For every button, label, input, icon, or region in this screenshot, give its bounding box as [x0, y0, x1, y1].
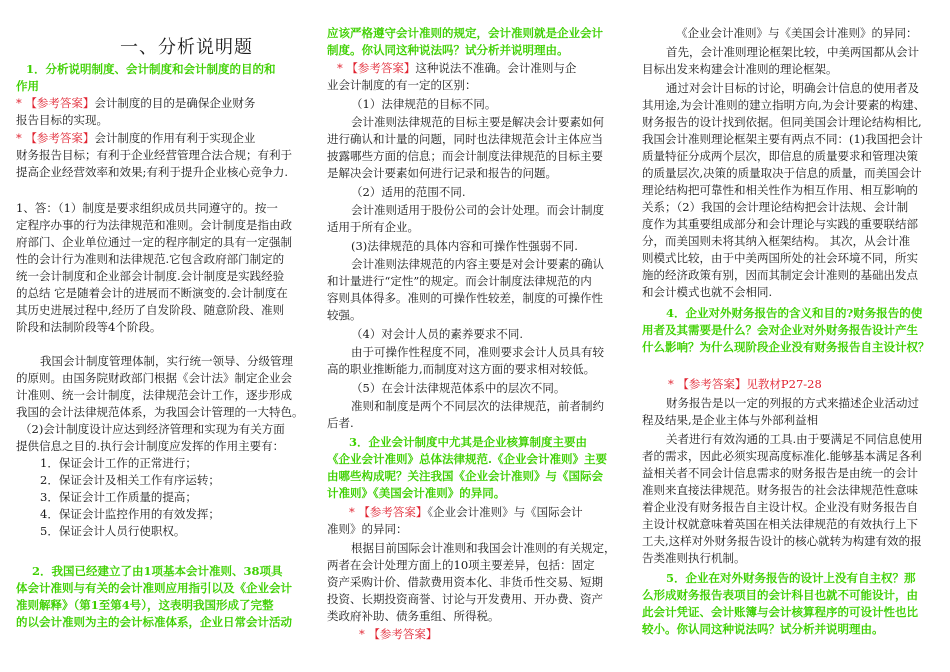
text-line — [642, 448, 938, 465]
line-text: 这种说法不准确。会计准则与企 — [415, 61, 577, 75]
text-line — [642, 97, 938, 114]
line-text: 准则和制度是两个不同层次的法律规范，前者制约 — [351, 399, 604, 413]
text-line — [642, 431, 938, 448]
line-text: 提供信息之目的.执行会计制度应发挥的作用主要有： — [16, 439, 285, 453]
reference-answer-label: 【参考答案】 — [368, 627, 438, 641]
line-text: 会计准则法律规范的目标主要是解决会计要素如何 — [351, 115, 604, 129]
text-line — [327, 96, 623, 113]
line-text: 1．分析说明制度、会计制度和会计制度的目的和 — [26, 62, 276, 76]
text-line — [16, 421, 306, 438]
line-text: 高的职业推断能力,而制度对这方面的要求相对较低。 — [327, 362, 596, 376]
text-line — [642, 322, 938, 339]
line-text: 根据目前国际会计准则和我国会计准则的有关规定， — [351, 541, 616, 555]
line-text: （1）法律规范的目标不同。 — [351, 97, 497, 111]
line-text: 准则来直接法律规范。财务报告的社会法律规范性意味 — [642, 483, 918, 497]
text-line — [16, 563, 306, 580]
line-text: 的质量层次,决策的质量取决于信息的质量，而美国会计 — [642, 166, 922, 180]
text-line — [16, 370, 306, 387]
line-text: 5．保证会计人员行使职权。 — [40, 524, 186, 538]
line-text: 1、答：（1）制度是要求组织成员共同遵守的。按一 — [16, 201, 278, 215]
text-line — [327, 591, 623, 608]
line-text: 会计准则适用于股份公司的会计处理。而会计制度 — [351, 203, 604, 217]
line-text: 类政府补助、债务重组、所得税。 — [327, 609, 500, 623]
text-line — [642, 148, 938, 165]
text-line — [642, 376, 938, 393]
text-line — [327, 148, 623, 165]
text-line — [16, 200, 306, 217]
text-line — [16, 147, 306, 164]
text-line — [327, 468, 623, 485]
text-line — [642, 570, 938, 587]
text-line — [327, 504, 623, 521]
line-text: 和计量进行“定性”的规定。而会计制度法律规范的内 — [327, 274, 592, 288]
line-text: 通过对会计目标的讨论，明确会计信息的使用者及 — [666, 81, 919, 95]
line-text: 度作为其重要组成部分和会计理论与实践的重要联结部 — [642, 217, 918, 231]
line-text: 此会计凭证、会计账簿与会计核算程序的可设计性也比 — [642, 605, 918, 619]
answer-star-icon: * — [349, 505, 359, 519]
line-text: 《企业会计准则》与《国际会计 — [427, 505, 583, 519]
line-text: 会计制度的作用有利于实现企业 — [94, 131, 256, 145]
answer-star-icon: * — [668, 377, 678, 391]
answer-star-icon: * — [16, 131, 26, 145]
line-text: 定程序办事的行为法律规范和准则。会计制度是指由政 — [16, 218, 292, 232]
line-text: 财务报告的设计找到依据。但同美国会计理论结构相比, — [642, 115, 922, 129]
text-line — [327, 344, 623, 361]
text-line — [16, 130, 306, 147]
line-text: 4．保证会计监控作用的有效发挥； — [40, 507, 220, 521]
line-text: 由哪些构成呢？关注我国《企业会计准则》与《国际会 — [327, 469, 603, 483]
text-line — [327, 398, 623, 415]
text-line — [327, 290, 623, 307]
line-text: 报告目标的实现。 — [16, 113, 108, 127]
text-line — [642, 284, 938, 301]
text-line — [16, 614, 306, 631]
line-text: 计准则》《美国会计准则》的异同。 — [327, 486, 506, 500]
line-text: 目标出发来构建会计准则的理论框架。 — [642, 62, 838, 76]
line-text: 提高企业经营效率和效果;有利于提升企业核心竞争力. — [16, 165, 289, 179]
line-text: 府部门、企业单位通过一定的程序制定的具有一定强制 — [16, 235, 292, 249]
text-line — [327, 77, 623, 94]
text-line — [16, 251, 306, 268]
text-line — [327, 42, 623, 59]
reference-answer-label: 【参考答案】 — [358, 505, 428, 519]
line-text: 投资、长期投资商誉、讨论与开发费用、开办费、资产 — [327, 592, 603, 606]
text-line — [16, 78, 306, 95]
text-line — [327, 184, 623, 201]
line-text: 的总结 它是随着会计的进展而不断演变的.会计制度在 — [16, 286, 288, 300]
text-line — [16, 580, 306, 597]
text-line — [327, 380, 623, 397]
text-line — [642, 114, 938, 131]
text-line — [16, 506, 306, 523]
text-line — [16, 319, 306, 336]
answer-star-icon: * — [337, 61, 347, 75]
line-text: 其历史进展过程中,经历了自发阶段、随意阶段、准则 — [16, 303, 285, 317]
text-line — [642, 25, 938, 42]
line-text: 由于可操作性程度不同，准则要求会计人员具有较 — [351, 345, 604, 359]
text-line — [16, 268, 306, 285]
line-text: （5）在会计法律规范体系中的层次不同。 — [351, 381, 566, 395]
text-line — [16, 61, 306, 78]
text-line — [327, 608, 623, 625]
line-text: 较强。 — [327, 308, 362, 322]
text-line — [642, 199, 938, 216]
text-line — [327, 626, 623, 643]
text-line — [16, 36, 306, 60]
text-line — [327, 165, 623, 182]
text-line — [327, 521, 623, 538]
line-text: 关系；（2）我国的会计理论结构把会计法规、会计制 — [642, 200, 909, 214]
line-text: 益相关者不同会计信息需求的财务报告是由统一的会计 — [642, 466, 918, 480]
line-text: 5．企业在对外财务报告的设计上没有自主权？那 — [666, 571, 916, 585]
line-text: 3．企业会计制度中尤其是企业核算制度主要由 — [349, 435, 587, 449]
line-text: 适用于所有企业。 — [327, 220, 419, 234]
text-line — [16, 164, 306, 181]
line-text: 的以会计准则为主的会计标准体系，企业日常会计活动 — [16, 615, 292, 629]
text-line — [327, 60, 623, 77]
line-text: 3．保证会计工作质量的提高； — [40, 490, 197, 504]
text-line — [16, 353, 306, 370]
text-line — [642, 604, 938, 621]
line-text: 施的经济政策有别，因而其制定会计准则的基础出发点 — [642, 268, 918, 282]
line-text: 《企业会计准则》与《美国会计准则》的异同： — [676, 26, 918, 40]
text-line — [327, 557, 623, 574]
line-text: 见教材P27-28 — [746, 377, 822, 391]
text-line — [327, 540, 623, 557]
text-line — [16, 523, 306, 540]
text-line — [642, 44, 938, 61]
text-line — [642, 533, 938, 550]
text-line — [327, 219, 623, 236]
text-line — [16, 597, 306, 614]
text-line — [642, 182, 938, 199]
line-text: 我国会计准则理论框架主要有两点不同：(1)我国把会计 — [642, 132, 923, 146]
text-line — [327, 25, 623, 42]
text-line — [16, 489, 306, 506]
text-line — [327, 273, 623, 290]
text-line — [16, 112, 306, 129]
text-line — [327, 256, 623, 273]
line-text: 资产采购计价、借款费用资本化、非货币性交易、短期 — [327, 575, 603, 589]
line-text: 2．保证会计及相关工作有序运转； — [40, 473, 220, 487]
text-line — [642, 499, 938, 516]
text-line — [642, 465, 938, 482]
text-line — [16, 438, 306, 455]
text-line — [16, 234, 306, 251]
text-line — [327, 238, 623, 255]
line-text: 者的需求，因此必须实现高度标准化.能够基本满足各利 — [642, 449, 922, 463]
line-text: 作用 — [16, 79, 39, 93]
line-text: 财务报告是以一定的列报的方式来描述企业活动过 — [666, 396, 919, 410]
text-line — [642, 250, 938, 267]
line-text: 我国会计制度管理体制，实行统一领导、分级管理 — [40, 354, 293, 368]
line-text: 么形成财务报告表项目的会计科目也就不可能设计，由 — [642, 588, 918, 602]
line-text: 和会计模式也就不会相同. — [642, 285, 773, 299]
line-text: 会计准则法律规范的内容主要是对会计要素的确认 — [351, 257, 604, 271]
line-text: 计准则、统一会计制度，法律规范会计工作，逐步形成 — [16, 388, 292, 402]
answer-star-icon: * — [16, 96, 26, 110]
text-line — [16, 387, 306, 404]
line-text: 的原则。由国务院财政部门根据《会计法》制定企业会 — [16, 371, 292, 385]
line-text: 业会计制度的有一定的区别： — [327, 78, 477, 92]
text-line — [642, 621, 938, 638]
text-line — [327, 361, 623, 378]
line-text: 着企业没有财务报告自主设计权。企业没有财务报告自 — [642, 500, 918, 514]
reference-answer-label: 【参考答案】 — [25, 96, 95, 110]
line-text: 阶段和法制阶段等4个阶段。 — [16, 320, 162, 334]
line-text: 2．我国已经建立了由1项基本会计准则、38项具 — [32, 564, 283, 578]
line-text: 分，而美国则未将其纳入框架结构。 其次，从会计准 — [642, 234, 911, 248]
reference-answer-label: 【参考答案】 — [346, 61, 416, 75]
text-line — [642, 305, 938, 322]
text-line — [16, 404, 306, 421]
line-text: 我国的会计法律规范体系，为我国会计管理的一大特色。 — [16, 405, 304, 419]
line-text: 财务报告目标；有利于企业经营管理合法合规；有利于 — [16, 148, 292, 162]
reference-answer-label: 【参考答案】 — [25, 131, 95, 145]
line-text: 首先，会计准则理论框架比较，中美两国都从会计 — [666, 45, 919, 59]
line-text: 准则》的异同： — [327, 522, 408, 536]
text-line — [642, 587, 938, 604]
text-line — [16, 472, 306, 489]
line-text: （2）适用的范围不同. — [351, 185, 466, 199]
line-text: 4．企业对外财务报告的含义和目的?财务报告的使 — [666, 306, 923, 320]
text-line — [642, 131, 938, 148]
text-line — [327, 451, 623, 468]
line-text: 体会计准则与有关的会计准则应用指引以及《企业会计 — [16, 581, 292, 595]
line-text: 披露哪些方面的信息；而会计制度法律规范的目标主要 — [327, 149, 603, 163]
line-text: 关者进行有效沟通的工具.由于要满足不同信息使用 — [666, 432, 923, 446]
text-line — [642, 267, 938, 284]
text-line — [642, 516, 938, 533]
line-text: 质量特征分成两个层次，即信息的质量要求和管理决策 — [642, 149, 918, 163]
line-text: 进行确认和计量的问题，同时也法律规范会计主体应当 — [327, 132, 603, 146]
line-text: 准则解释》（第1至第4号），这表明我国形成了完整 — [16, 598, 274, 612]
line-text: 统一会计制度和企业部会计制度.会计制度是实践经验 — [16, 269, 285, 283]
text-line — [642, 165, 938, 182]
text-line — [16, 285, 306, 302]
text-line — [642, 233, 938, 250]
line-text: 用者及其需要是什么？会对企业对外财务报告设计产生 — [642, 323, 918, 337]
line-text: 工夫,这样对外财务报告设计的核心就转为构建有效的报 — [642, 534, 922, 548]
text-line — [327, 434, 623, 451]
text-line — [16, 95, 306, 112]
text-line — [642, 412, 938, 429]
text-line — [642, 395, 938, 412]
text-line — [16, 217, 306, 234]
text-line — [642, 80, 938, 97]
line-text: (3)法律规范的具体内容和可操作性强弱不同. — [351, 239, 578, 253]
line-text: 是解决会计要素如何进行记录和报告的问题。 — [327, 166, 557, 180]
text-line — [16, 302, 306, 319]
line-text: 什么影响？为什么现阶段企业没有财务报告自主设计权？ — [642, 340, 930, 354]
text-line — [327, 326, 623, 343]
line-text: 会计制度的目的是确保企业财务 — [94, 96, 256, 110]
line-text: 制度。你认同这种说法吗？试分析并说明理由。 — [327, 43, 569, 57]
line-text: 则模式比较，由于中美两国所处的社会环境不同，所实 — [642, 251, 918, 265]
line-text: 应该严格遵守会计准则的规定，会计准则就是企业会计 — [327, 26, 603, 40]
line-text: 其用途,为会计准则的建立指明方向,为会计要素的构建、 — [642, 98, 926, 112]
line-text: 较小。你认同这种说法吗？试分析并说明理由。 — [642, 622, 884, 636]
text-line — [642, 482, 938, 499]
text-line — [642, 550, 938, 567]
line-text: （4）对会计人员的素养要求不同. — [351, 327, 523, 341]
text-line — [642, 339, 938, 356]
reference-answer-label: 【参考答案】 — [677, 377, 747, 391]
line-text: 后者. — [327, 416, 354, 430]
text-line — [327, 307, 623, 324]
line-text: 性的会计行为准则和法律规范.它包含政府部门制定的 — [16, 252, 285, 266]
text-line — [327, 114, 623, 131]
answer-star-icon: * — [359, 627, 369, 641]
line-text: 告类准则执行机制。 — [642, 551, 746, 565]
text-line — [327, 574, 623, 591]
line-text: 程及结果,是企业主体与外部利益相 — [642, 413, 819, 427]
text-line — [642, 216, 938, 233]
text-line — [327, 131, 623, 148]
text-line — [327, 202, 623, 219]
line-text: 《企业会计准则》总体法律规范.《企业会计准则》主要 — [327, 452, 608, 466]
line-text: 主设计权就意味着英国在相关法律规范的有效执行上下 — [642, 517, 918, 531]
line-text: （2)会计制度设计应达到经济管理和实现为有关方面 — [20, 422, 285, 436]
line-text: 理论结构把可靠性和相关性作为相互作用、相互影响的 — [642, 183, 918, 197]
text-line — [16, 455, 306, 472]
text-line — [327, 485, 623, 502]
line-text: 容则具体得多。准则的可操作性较差，制度的可操作性 — [327, 291, 603, 305]
line-text: 一、分析说明题 — [120, 37, 253, 58]
line-text: 1．保证会计工作的正常进行； — [40, 456, 197, 470]
line-text: 两者在会计处理方面上的10项主要差异，包括：固定 — [327, 558, 595, 572]
text-line — [642, 61, 938, 78]
text-line — [327, 415, 623, 432]
